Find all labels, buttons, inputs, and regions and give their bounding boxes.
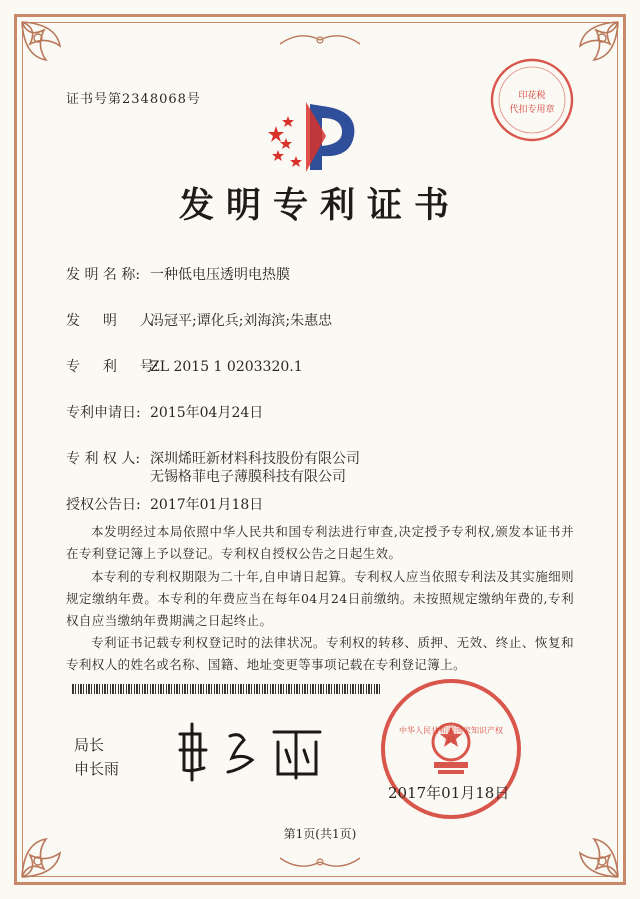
paragraph-3: 专利证书记载专利权登记时的法律状况。专利权的转移、质押、无效、终止、恢复和专利权人的姓名或名称、国籍、地址变更等事项记载在专利登记簿上。 <box>66 635 574 672</box>
page-footer: 第1页(共1页) <box>283 827 357 841</box>
seal-date: 2017年01月18日 <box>388 784 510 802</box>
signatory-title: 局长 <box>74 736 105 754</box>
invention-name-label: 发 明 名 称: <box>66 267 141 283</box>
grant-date-label: 授权公告日: <box>66 497 141 513</box>
handwritten-signature-icon <box>170 714 340 784</box>
signatory-name: 申长雨 <box>74 760 120 778</box>
invention-name-row <box>66 264 290 284</box>
tax-seal-line1: 印花税 <box>518 91 546 101</box>
patentee-row <box>66 448 360 468</box>
barcode-icon <box>72 684 382 694</box>
patent-number-row <box>66 356 303 376</box>
corner-ornament-icon <box>16 813 86 883</box>
corner-ornament-icon <box>554 813 624 883</box>
invention-name-value: 一种低电压透明电热膜 <box>150 267 290 283</box>
official-seal-text: 中华人民共和国国家知识产权局 <box>399 726 503 745</box>
tax-seal-line2: 代扣专用章 <box>509 105 555 115</box>
filing-date-value: 2015年04月24日 <box>150 405 264 421</box>
corner-ornament-icon <box>16 16 86 86</box>
top-ornament-icon <box>270 28 370 50</box>
filing-date-row <box>66 402 263 422</box>
patent-number-label: 专 利 号: <box>66 359 159 375</box>
patent-number-value: ZL 2015 1 0203320.1 <box>150 359 303 375</box>
inventor-label: 发 明 人: <box>66 313 159 329</box>
patentee-value-1: 深圳烯旺新材料科技股份有限公司 <box>150 451 360 467</box>
filing-date-label: 专利申请日: <box>66 405 141 421</box>
inventor-row <box>66 310 332 330</box>
inventor-value: 冯冠平;谭化兵;刘海滨;朱惠忠 <box>150 313 333 329</box>
paragraph-2: 本专利的专利权期限为二十年,自申请日起算。专利权人应当依照专利法及其实施细则规定缴纳年费。本专利的年费应当在每年04月24日前缴纳。未按照规定缴纳年费的,专利权自应当缴纳年费期满之日起终止。 <box>66 569 574 628</box>
paragraph-1: 本发明经过本局依照中华人民共和国专利法进行审查,决定授予专利权,颁发本证书并在专利登记簿上予以登记。专利权自授权公告之日起生效。 <box>66 524 574 561</box>
patent-office-logo-icon <box>266 96 362 176</box>
grant-date-row <box>66 494 263 514</box>
patentee-value-2: 无锡格菲电子薄膜科技有限公司 <box>150 469 346 485</box>
document-title: 发明专利证书 <box>178 185 461 226</box>
grant-date-value: 2017年01月18日 <box>150 497 264 513</box>
bottom-ornament-icon <box>270 852 370 874</box>
certificate-number: 证书号第2348068号 <box>66 92 201 107</box>
patentee-label: 专 利 权 人: <box>66 451 141 467</box>
